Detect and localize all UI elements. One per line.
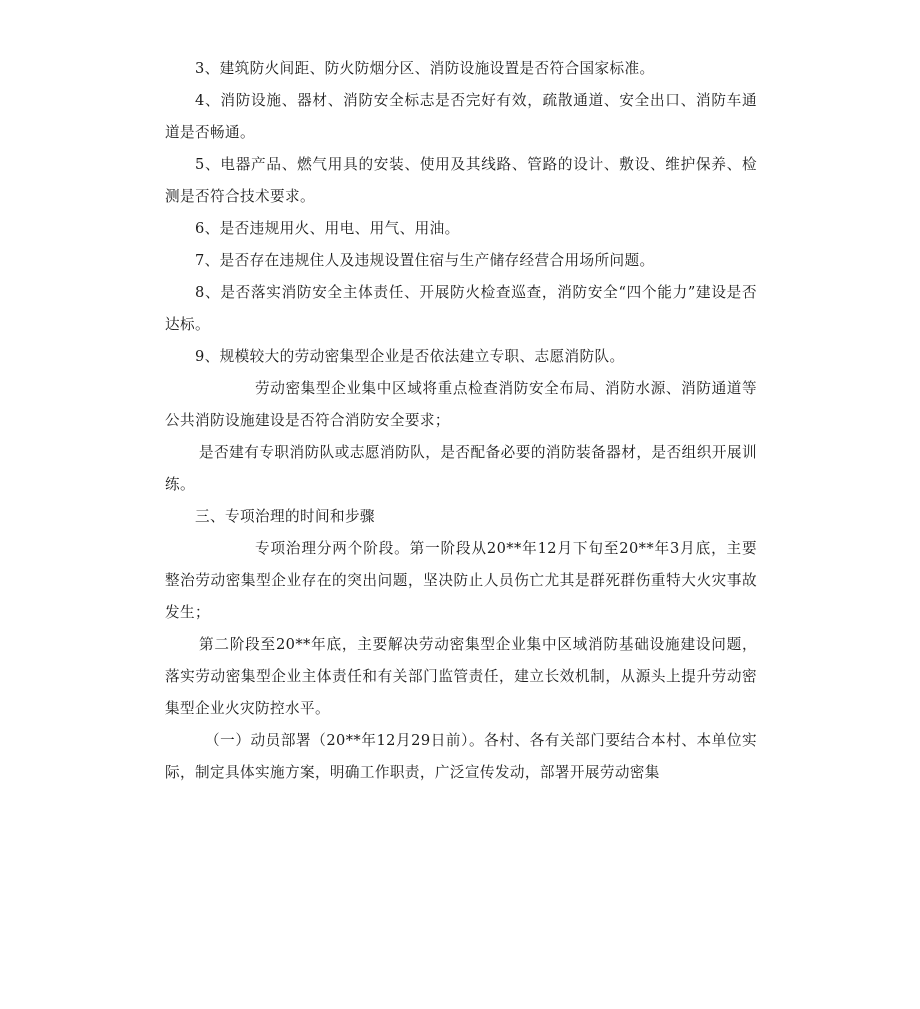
paragraph-mobilization: （一）动员部署（20**年12月29日前）。各村、各有关部门要结合本村、本单位实际，制定具体实施方案，明确工作职责，广泛宣传发动，部署开展劳动密集 xyxy=(165,732,757,781)
paragraph-phase-two: 第二阶段至20**年底，主要解决劳动密集型企业集中区域消防基础设施建设问题，落实劳动密集型企业主体责任和有关部门监管责任，建立长效机制，从源头上提升劳动密集型企业火灾防控水平。 xyxy=(165,636,757,717)
paragraph-item-8: 8、是否落实消防安全主体责任、开展防火检查巡查，消防安全“四个能力”建设是否达标。 xyxy=(165,284,757,333)
paragraph-item-6: 6、是否违规用火、用电、用气、用油。 xyxy=(195,220,460,237)
paragraph-fire-brigade: 是否建有专职消防队或志愿消防队，是否配备必要的消防装备器材，是否组织开展训练。 xyxy=(165,444,757,493)
paragraph-item-9: 9、规模较大的劳动密集型企业是否依法建立专职、志愿消防队。 xyxy=(195,348,625,365)
paragraph-cluster-inspection: 劳动密集型企业集中区域将重点检查消防安全布局、消防水源、消防通道等公共消防设施建设是否符合消防安全要求； xyxy=(165,380,757,429)
section-heading: 三、专项治理的时间和步骤 xyxy=(195,508,375,525)
paragraph-item-7: 7、是否存在违规住人及违规设置住宿与生产储存经营合用场所问题。 xyxy=(195,252,655,269)
document-body xyxy=(165,53,757,789)
paragraph-item-3: 3、建筑防火间距、防火防烟分区、消防设施设置是否符合国家标准。 xyxy=(195,60,655,77)
paragraph-phase-one: 专项治理分两个阶段。第一阶段从20**年12月下旬至20**年3月底，主要整治劳动密集型企业存在的突出问题，坚决防止人员伤亡尤其是群死群伤重特大火灾事故发生； xyxy=(165,540,757,621)
paragraph-item-5: 5、电器产品、燃气用具的安装、使用及其线路、管路的设计、敷设、维护保养、检测是否符合技术要求。 xyxy=(165,156,757,205)
paragraph-item-4: 4、消防设施、器材、消防安全标志是否完好有效，疏散通道、安全出口、消防车通道是否畅通。 xyxy=(165,92,757,141)
